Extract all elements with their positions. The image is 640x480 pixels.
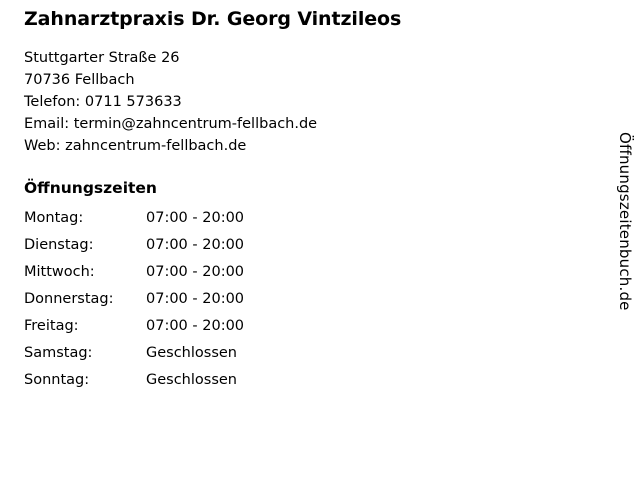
day-label: Montag:	[24, 209, 84, 226]
day-label: Samstag:	[24, 344, 93, 361]
time-value: 07:00 - 20:00	[146, 290, 245, 307]
day-label: Sonntag:	[24, 371, 90, 388]
address-city: 70736 Fellbach	[24, 71, 135, 88]
opening-hours-heading: Öffnungszeiten	[24, 178, 157, 197]
time-value: 07:00 - 20:00	[146, 317, 245, 334]
practice-info-block	[24, 8, 584, 398]
time-value: 07:00 - 20:00	[146, 263, 245, 280]
phone-line: Telefon: 0711 573633	[24, 93, 182, 110]
page-title: Zahnarztpraxis Dr. Georg Vintzileos	[24, 8, 402, 30]
table-row	[24, 236, 346, 263]
day-label: Dienstag:	[24, 236, 94, 253]
table-row	[24, 209, 346, 236]
time-value: 07:00 - 20:00	[146, 236, 245, 253]
day-label: Mittwoch:	[24, 263, 95, 280]
address-street: Stuttgarter Straße 26	[24, 49, 180, 66]
time-value: Geschlossen	[146, 371, 237, 388]
table-row	[24, 344, 346, 371]
table-row	[24, 290, 346, 317]
email-line: Email: termin@zahncentrum-fellbach.de	[24, 115, 318, 132]
table-row	[24, 371, 346, 398]
day-label: Donnerstag:	[24, 290, 114, 307]
day-label: Freitag:	[24, 317, 79, 334]
time-value: Geschlossen	[146, 344, 237, 361]
website-line: Web: zahncentrum-fellbach.de	[24, 137, 247, 154]
opening-hours-table	[24, 209, 346, 398]
watermark-brand: Öffnungszeitenbuch.de	[616, 132, 634, 311]
time-value: 07:00 - 20:00	[146, 209, 245, 226]
table-row	[24, 317, 346, 344]
table-row	[24, 263, 346, 290]
